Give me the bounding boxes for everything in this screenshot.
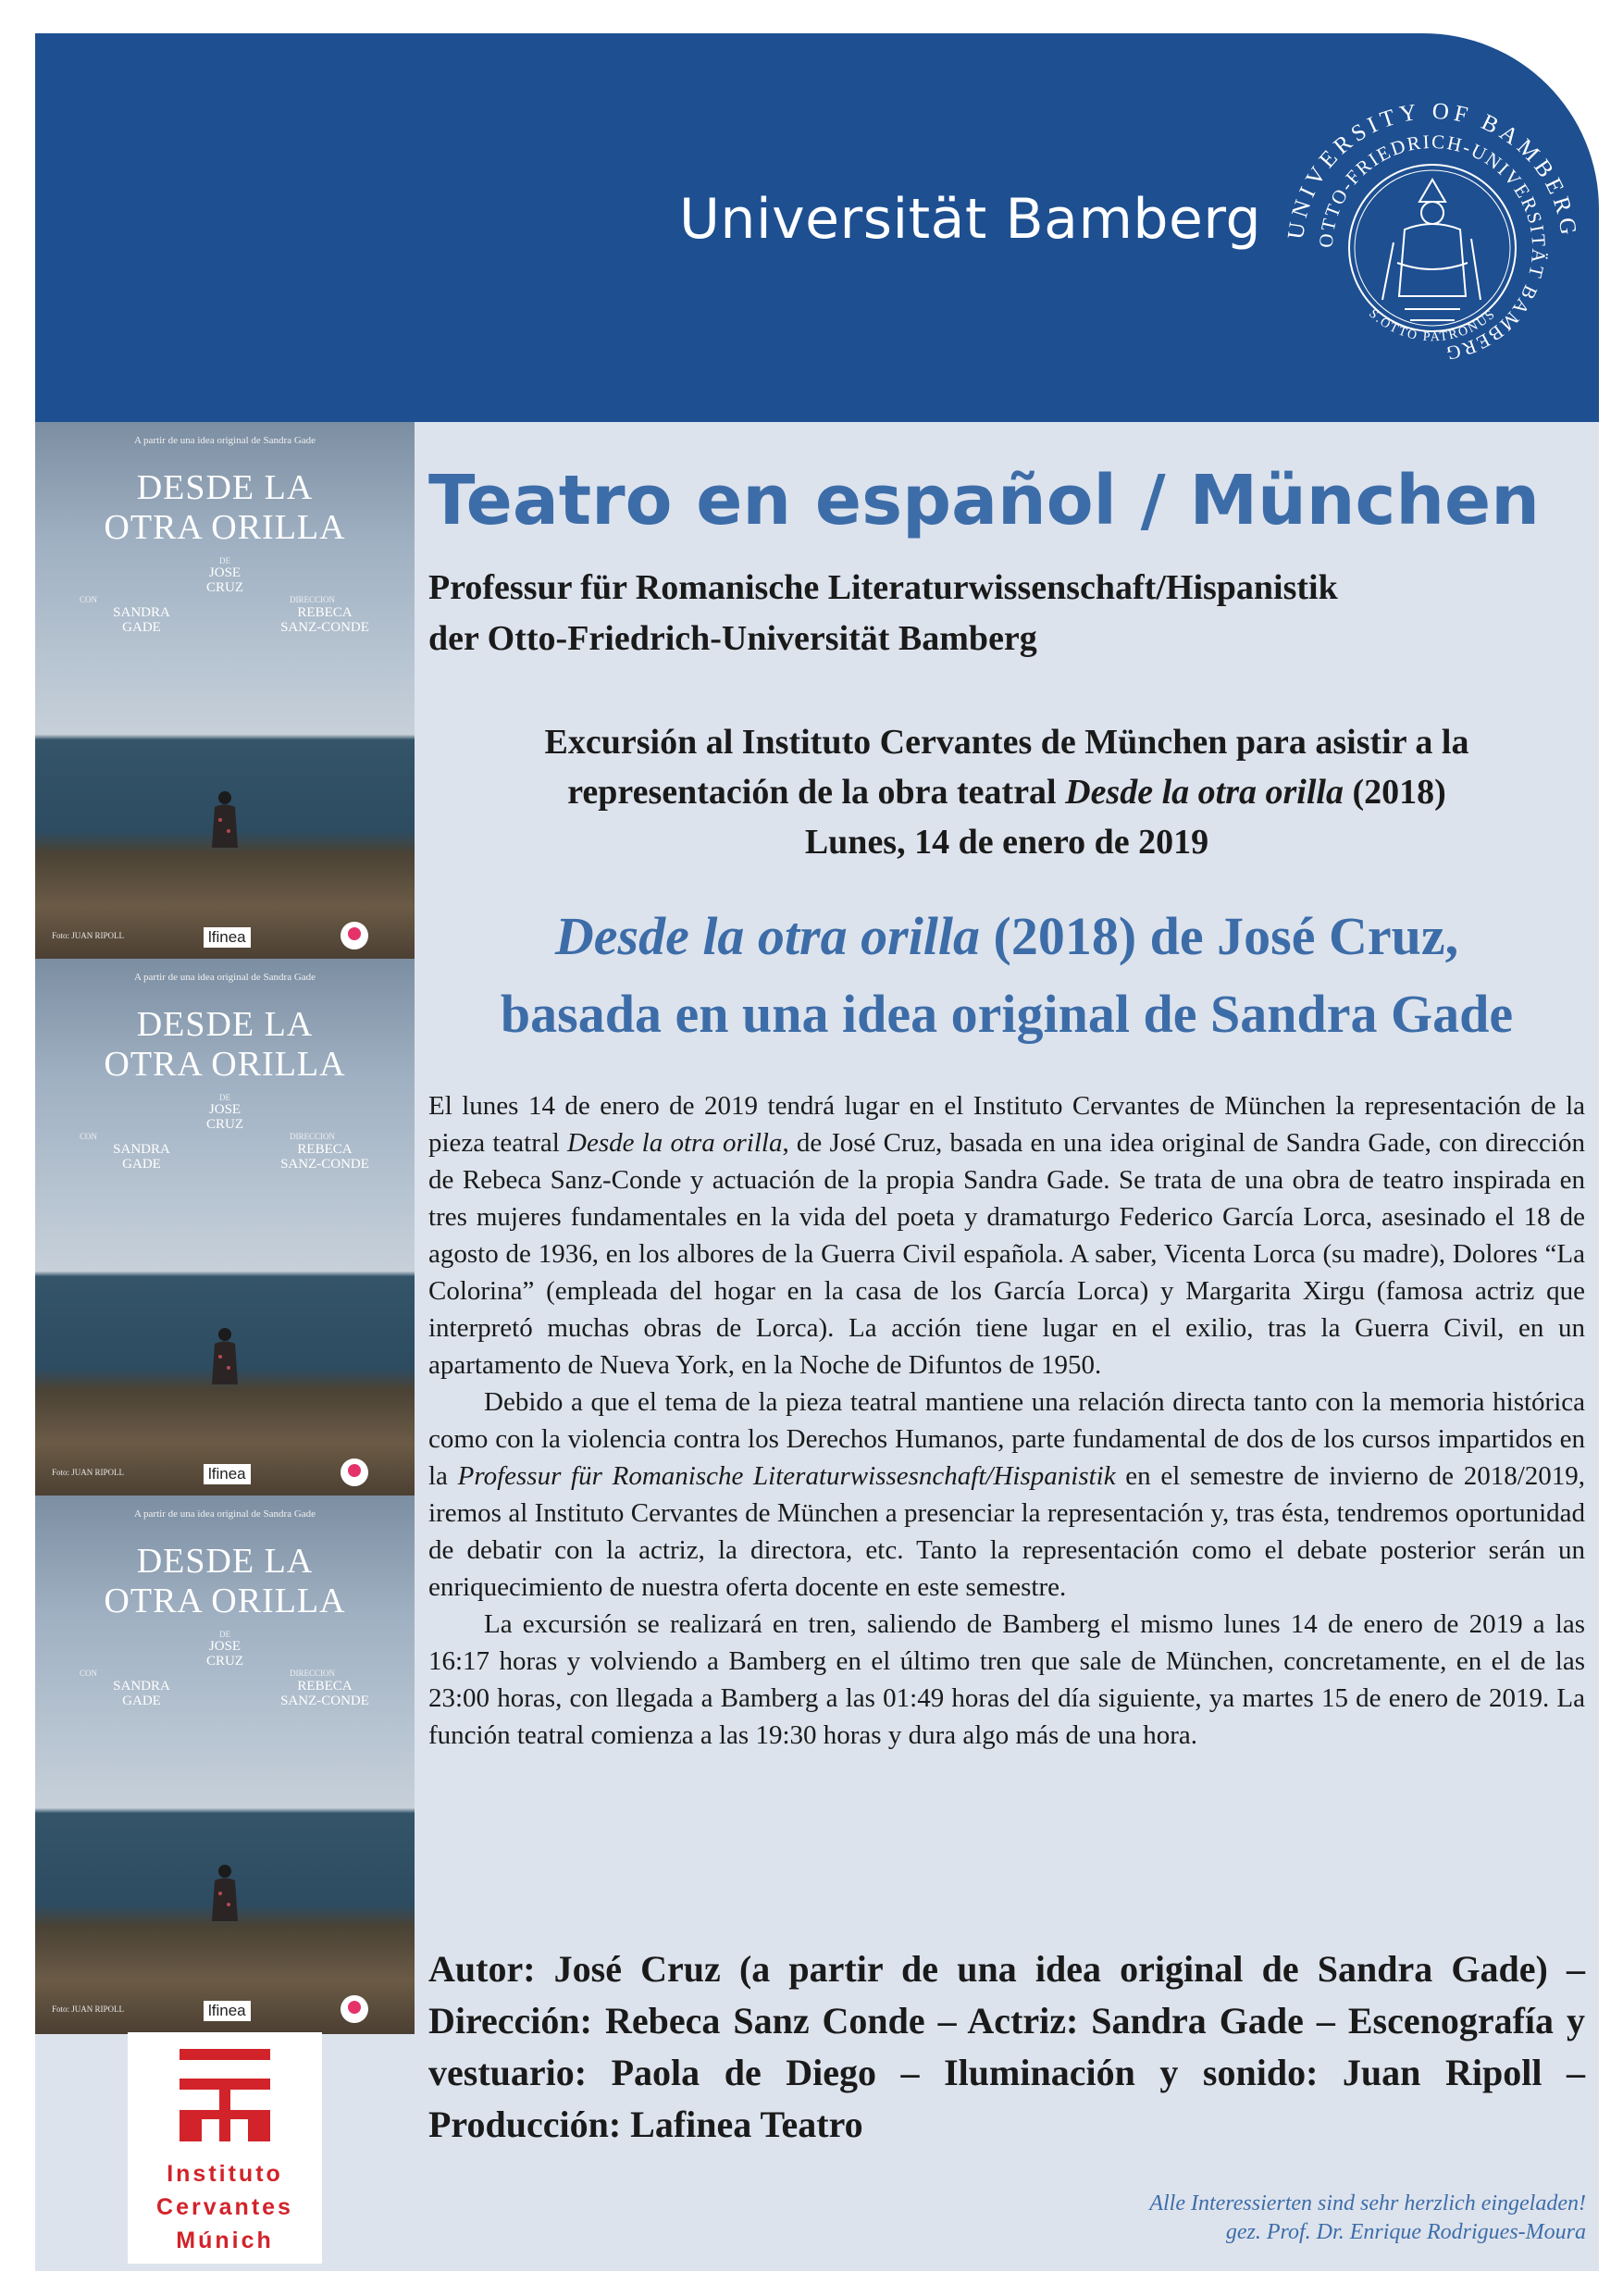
poster-middle <box>35 959 415 1497</box>
poster-director <box>255 605 394 635</box>
poster-author-line2: CRUZ <box>205 1654 243 1669</box>
paragraph-2-a: Debido a que el tema de la pieza teatral mantiene una relación directa tanto con la memoria histórica como con la violencia contra los Derechos Humanos, parte fundamental de dos de los cursos impartidos en la <box>428 1387 1585 1491</box>
theatre-logo-icon <box>341 1995 368 2023</box>
work-title <box>428 898 1585 1053</box>
poster-author <box>35 1639 415 1669</box>
poster-director-line2: SANZ-CONDE <box>280 1157 369 1172</box>
theatre-logo-icon <box>341 1458 368 1486</box>
seal-ring-top: UNIVERSITY OF BAMBERG <box>1283 98 1581 242</box>
poster-photo-credit: Foto: JUAN RIPOLL <box>52 2004 125 2014</box>
poster-con-label: CON <box>80 1132 98 1141</box>
poster-director-line1: REBECA <box>297 605 353 620</box>
poster-director-line1: REBECA <box>297 1679 353 1694</box>
seated-figure-icon <box>211 1327 239 1388</box>
poster-actress <box>91 1679 192 1708</box>
cervantes-line2: Cervantes <box>156 2194 293 2220</box>
producer-logo: lfinea <box>204 927 251 948</box>
poster-title-line2: OTRA ORILLA <box>104 508 346 547</box>
poster-actress-line1: SANDRA <box>113 1142 170 1157</box>
poster-title <box>35 1005 415 1085</box>
poster-actress-line2: GADE <box>122 1694 161 1708</box>
paragraph-2-chair: Professur für Romanische Literaturwissesnchaft/Hispanistik <box>457 1461 1116 1491</box>
paragraph-1 <box>428 1087 1585 1384</box>
poster-title-line2: OTRA ORILLA <box>104 1045 346 1084</box>
poster-con-label: CON <box>80 595 98 604</box>
theatre-logo-icon <box>341 922 368 949</box>
poster-author <box>35 565 415 595</box>
poster-actress-line2: GADE <box>122 1157 161 1172</box>
university-name: Universität Bamberg <box>679 187 1262 252</box>
poster-actress-line2: GADE <box>122 620 161 635</box>
excursion-date: Lunes, 14 de enero de 2019 <box>804 823 1209 862</box>
subtitle-line1: Professur für Romanische Literaturwissenschaft/Hispanistik <box>428 568 1338 607</box>
seal-ring-inner: OTTO-FRIEDRICH-UNIVERSITÄT BAMBERG <box>1314 130 1551 366</box>
poster-top <box>35 422 415 961</box>
poster-actress <box>91 605 192 635</box>
poster-title-line1: DESDE LA <box>136 1005 314 1044</box>
poster-author-line1: JOSE <box>208 1102 242 1117</box>
excursion-heading <box>428 717 1585 867</box>
poster-direccion-label: DIRECCION <box>290 595 335 604</box>
paragraph-3: La excursión se realizará en tren, saliendo de Bamberg el mismo lunes 14 de enero de 2019 a las 16:17 horas y volviendo a Bamberg en el último tren que sale de München, concretamente, en el de las 23:00 horas, con llegada a Bamberg a las 01:49 horas del día siguiente, ya martes 15 de enero de 2019. La función teatral comienza a las 19:30 horas y dura algo más de una hora. <box>428 1609 1585 1750</box>
poster-direccion-label: DIRECCION <box>290 1669 335 1678</box>
poster-title <box>35 468 415 548</box>
poster-author-line1: JOSE <box>208 565 242 580</box>
paragraph-1-a: El lunes 14 de enero de 2019 tendrá lugar en el Instituto Cervantes de München la representación de la pieza teatral <box>428 1091 1585 1158</box>
poster-title-line1: DESDE LA <box>136 1542 314 1581</box>
poster-author-line1: JOSE <box>208 1639 242 1654</box>
poster-author-line2: CRUZ <box>205 580 243 595</box>
excursion-line2-pre: representación de la obra teatral <box>567 773 1066 812</box>
poster-title-line2: OTRA ORILLA <box>104 1582 346 1620</box>
poster-author <box>35 1102 415 1132</box>
paragraph-2-b: en el semestre de invierno de 2018/2019, iremos al Instituto Cervantes de München a presenciar la representación y, tras ésta, tendremos oportunidad de debatir con la actriz, la directora, etc. Tanto la representación como el debate posterior serán un enriquecimiento de nuestra oferta docente en este semestre. <box>428 1461 1585 1602</box>
poster-tagline: A partir de una idea original de Sandra Gade <box>133 972 316 983</box>
poster-de-label: DE <box>219 556 230 565</box>
poster-actress-line1: SANDRA <box>113 605 170 620</box>
production-credits: Autor: José Cruz (a partir de una idea original de Sandra Gade) – Dirección: Rebeca Sanz Conde – Actriz: Sandra Gade – Escenografía y vestuario: Paola de Diego – Iluminación y sonido: Juan Ripoll – Producción: Lafinea Teatro <box>428 1948 1585 2145</box>
excursion-work-title: Desde la otra orilla <box>1065 773 1344 812</box>
excursion-line2-post: (2018) <box>1343 773 1446 812</box>
invitation-footer <box>661 2190 1586 2247</box>
instituto-cervantes-logo <box>128 2032 322 2264</box>
poster-director <box>255 1142 394 1172</box>
paragraph-2 <box>428 1384 1585 1606</box>
paragraph-1-work: Desde la otra orilla <box>567 1128 783 1158</box>
cervantes-line3: Múnich <box>176 2228 274 2253</box>
poster-title <box>35 1542 415 1621</box>
footer-signature: gez. Prof. Dr. Enrique Rodrigues-Moura <box>1225 2220 1586 2244</box>
seated-figure-icon <box>211 790 239 851</box>
poster-de-label: DE <box>219 1093 230 1102</box>
poster-bottom <box>35 1496 415 2034</box>
seal-figure-icon <box>1382 180 1481 320</box>
university-seal-icon <box>1275 91 1590 405</box>
work-title-italic: Desde la otra orilla <box>554 906 981 966</box>
poster-photo-credit: Foto: JUAN RIPOLL <box>52 1468 125 1477</box>
poster-author-line2: CRUZ <box>205 1117 243 1132</box>
header-banner <box>35 33 1599 422</box>
work-title-rest: (2018) de José Cruz, <box>980 906 1459 966</box>
cervantes-emblem-icon <box>128 2032 322 2153</box>
poster-director-line2: SANZ-CONDE <box>280 620 369 635</box>
seated-figure-icon <box>211 1864 239 1925</box>
poster-title-line1: DESDE LA <box>136 468 314 507</box>
seal-ring-small: S.OTTO PATRONUS <box>1366 306 1499 345</box>
poster-con-label: CON <box>80 1669 98 1678</box>
poster-actress <box>91 1142 192 1172</box>
subtitle-line2: der Otto-Friedrich-Universität Bamberg <box>428 619 1037 658</box>
body-text <box>428 1087 1585 1754</box>
work-title-line2: basada en una idea original de Sandra Gade <box>500 984 1514 1044</box>
producer-logo: lfinea <box>204 1464 251 1484</box>
poster-photo-credit: Foto: JUAN RIPOLL <box>52 931 125 940</box>
excursion-line1: Excursión al Instituto Cervantes de München para asistir a la <box>544 723 1469 762</box>
poster-director-line1: REBECA <box>297 1142 353 1157</box>
chair-subtitle <box>428 563 1585 664</box>
poster-direccion-label: DIRECCION <box>290 1132 335 1141</box>
poster-tagline: A partir de una idea original de Sandra Gade <box>133 1508 316 1520</box>
cervantes-line1: Instituto <box>167 2161 283 2187</box>
poster-de-label: DE <box>219 1630 230 1639</box>
page-title: Teatro en español / München <box>428 461 1540 540</box>
paragraph-1-b: , de José Cruz, basada en una idea original de Sandra Gade, con dirección de Rebeca Sanz-Conde y actuación de la propia Sandra Gade. Se trata de una obra de teatro inspirada en tres mujeres fundamentales en la vida del poeta y dramaturgo Federico García Lorca, asesinado el 18 de agosto de 1936, en los albores de la Guerra Civil española. A saber, Vicenta Lorca (su madre), Dolores “La Colorina” (empleada del hogar en la casa de los García Lorca) y Margarita Xirgu (famosa actriz que interpretó muchas obras de Lorca). La acción tiene lugar en el exilio, tras la Guerra Civil, en un apartamento de Nueva York, en la Noche de Difuntos de 1950. <box>428 1128 1585 1380</box>
producer-logo: lfinea <box>204 2001 251 2021</box>
poster-director <box>255 1679 394 1708</box>
footer-invitation: Alle Interessierten sind sehr herzlich eingeladen! <box>1149 2191 1586 2215</box>
poster-tagline: A partir de una idea original de Sandra Gade <box>133 435 316 446</box>
poster-actress-line1: SANDRA <box>113 1679 170 1694</box>
poster-director-line2: SANZ-CONDE <box>280 1694 369 1708</box>
